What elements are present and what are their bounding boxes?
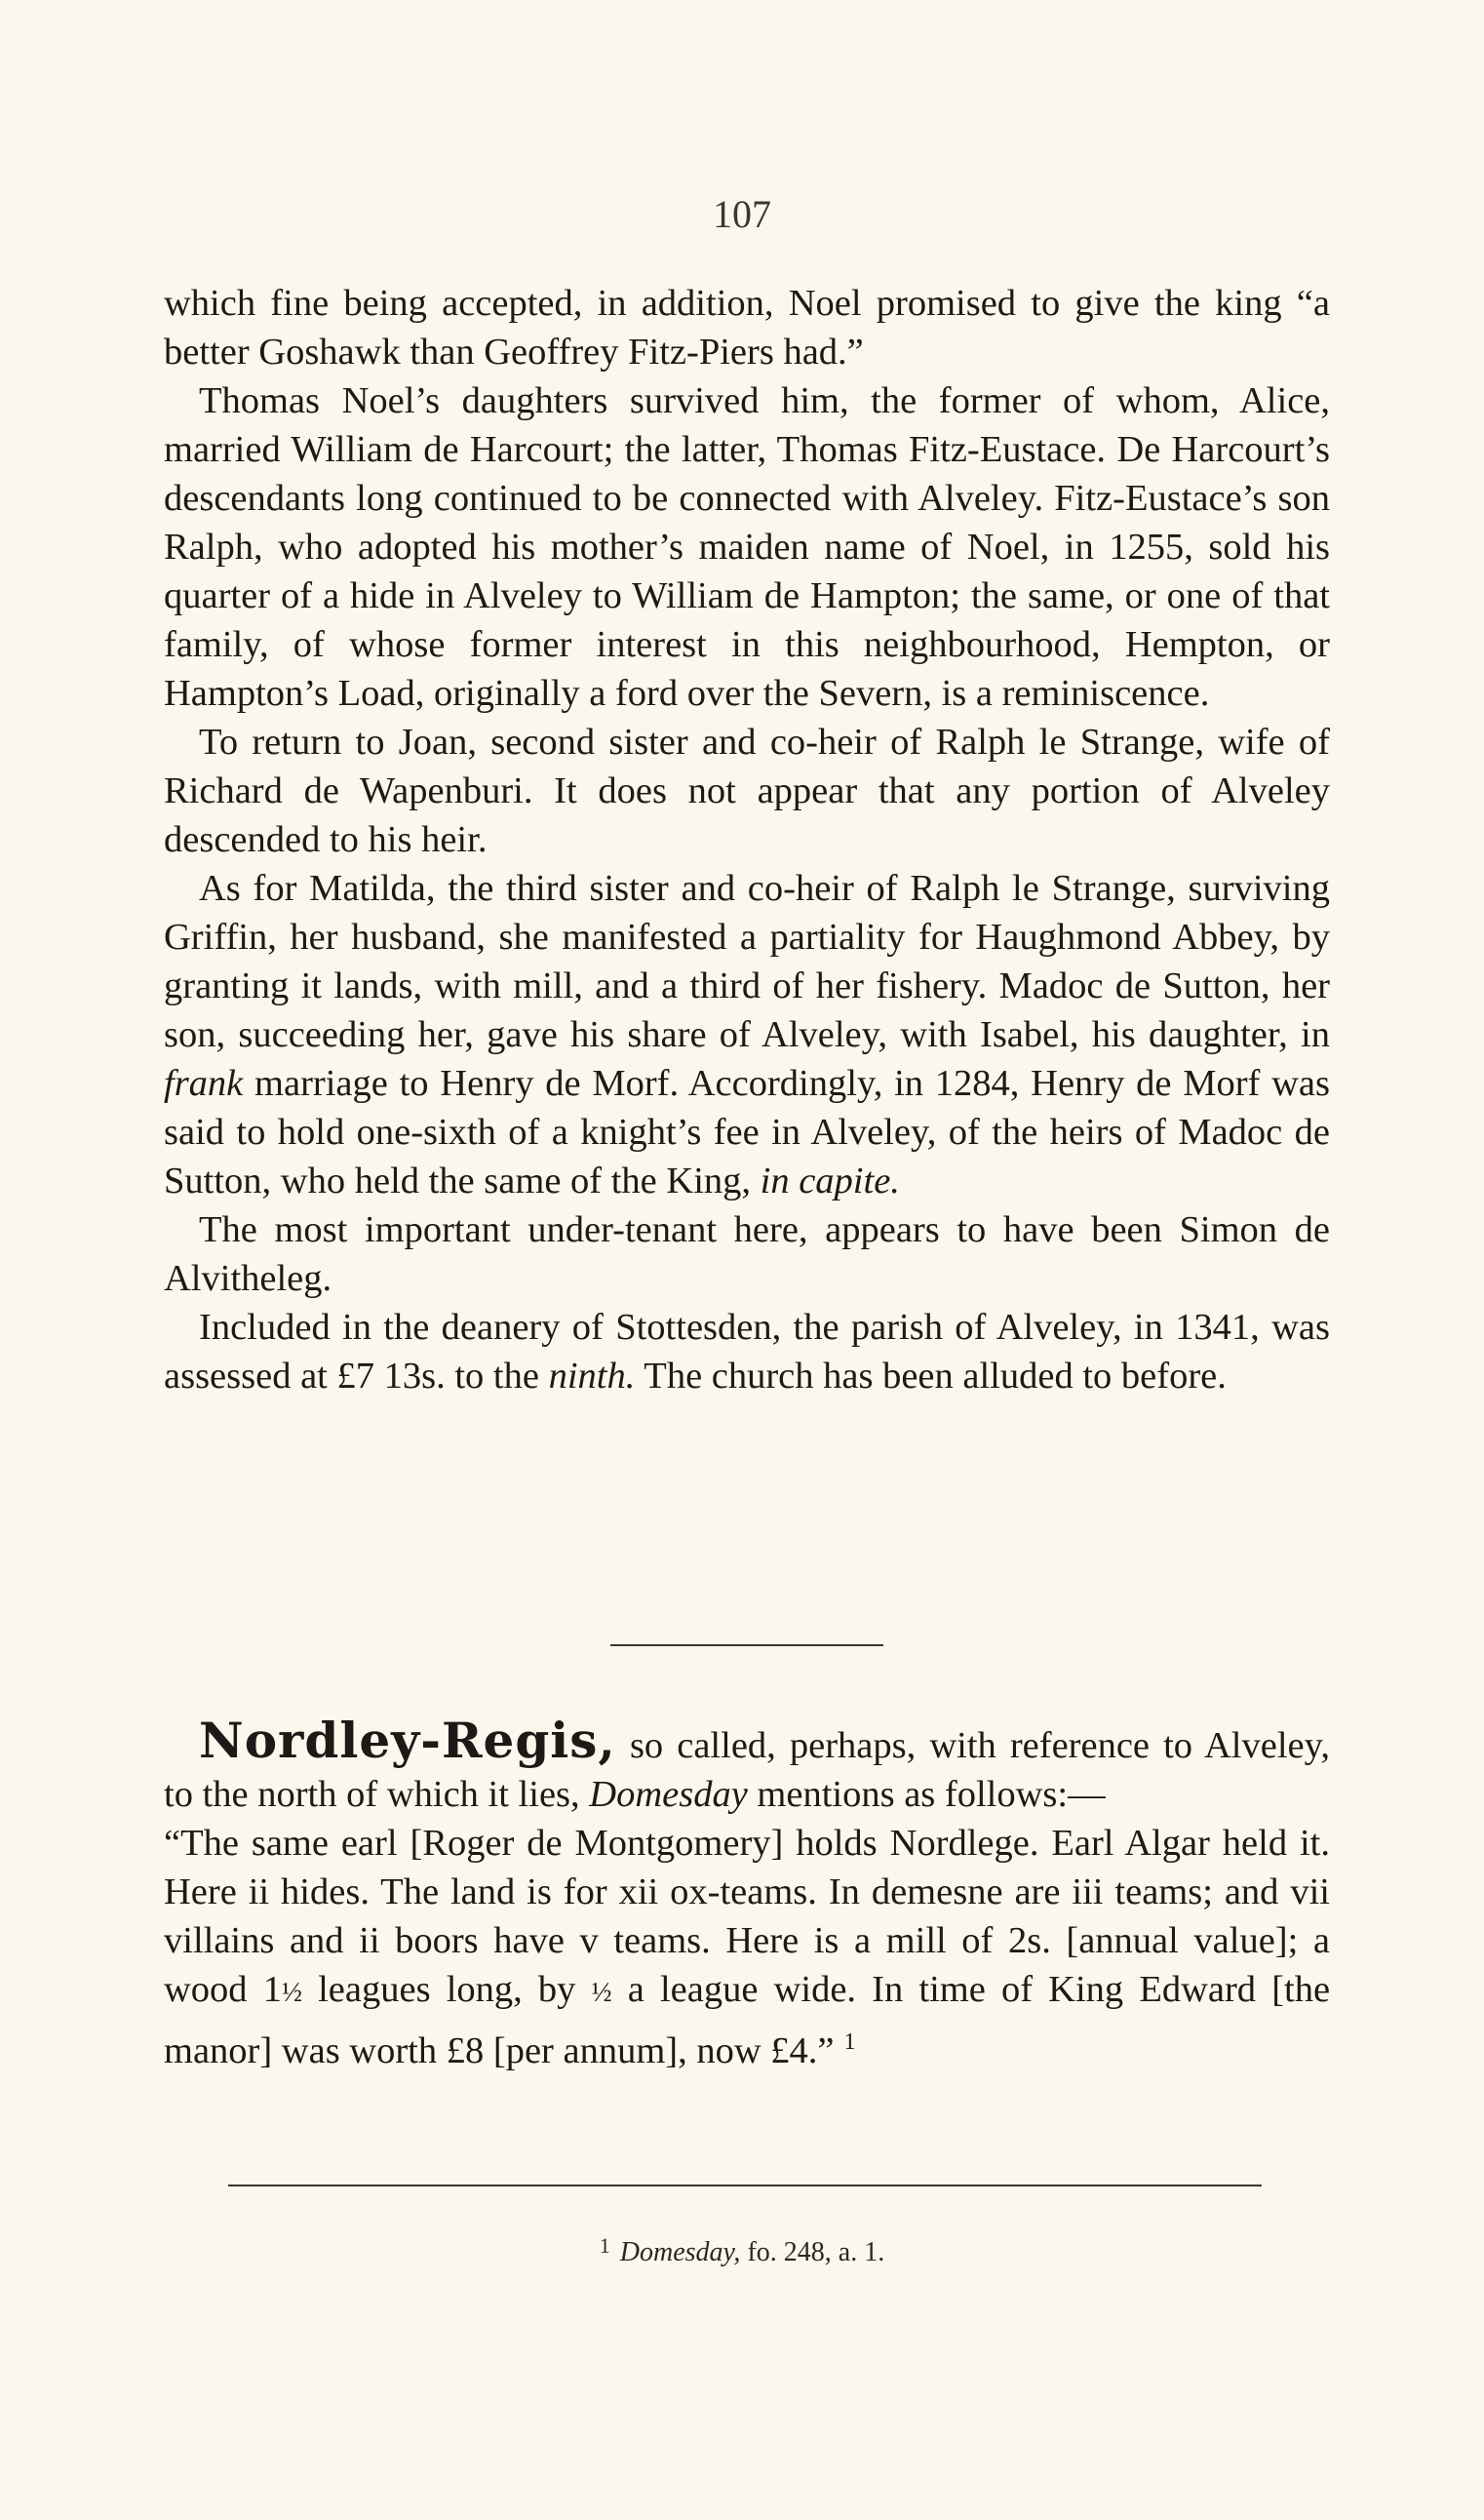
paragraph-deanery <box>164 1303 1330 1400</box>
nordley-intro-text: so called, perhaps, with reference to Alveley, to the north of which it lies, <box>164 1725 1330 1815</box>
paragraph-joan: To return to Joan, second sister and co-heir of Ralph le Strange, wife of Richard de Wapenburi. It does not appear that any portion of Alveley descended to his heir. <box>164 722 1330 860</box>
paragraph-under-tenant: The most important under-tenant here, appears to have been Simon de Alvitheleg. <box>164 1209 1330 1299</box>
nordley-section <box>164 1712 1331 2075</box>
footnote <box>0 2233 1484 2268</box>
paragraph-noel-daughters: Thomas Noel’s daughters survived him, the former of whom, Alice, married William de Harcourt; the latter, Thomas Fitz-Eustace. De Harcourt’s descendants long continued to be connected with Alveley. Fitz-Eustace’s son Ralph, who adopted his mother’s maiden name of Noel, in 1255, sold his quarter of a hide in Alveley to William de Hampton; the same, or one of that family, of whose former interest in this neighbourhood, Hempton, or Hampton’s Load, originally a ford over the Severn, is a reminiscence. <box>164 380 1330 714</box>
footnote-mark: 1 <box>599 2233 610 2258</box>
paragraph-matilda <box>164 864 1330 1205</box>
paragraph-domesday-quote <box>164 1819 1330 2075</box>
quote-text-3: a league wide. In time of King Edward [the manor] was worth £8 [per annum], now £4.” <box>164 1969 1331 2071</box>
paragraph-nordley-intro <box>164 1712 1330 1819</box>
frank-italic: frank <box>164 1063 244 1104</box>
footnote-source: Domesday, <box>619 2237 741 2267</box>
fraction-half-a: ½ <box>281 1978 302 2008</box>
ninth-italic: ninth. <box>548 1356 636 1397</box>
footnote-divider <box>228 2185 1262 2186</box>
main-text-block <box>164 279 1330 1400</box>
section-heading-nordley-regis: Nordley-Regis, <box>199 1712 616 1769</box>
matilda-text-2: marriage to Henry de Morf. Accordingly, in 1284, Henry de Morf was said to hold one-sixth of a knight’s fee in Alveley, of the heirs of Madoc de Sutton, who held the same of the King, <box>164 1063 1330 1201</box>
deanery-text-2: The church has been alluded to before. <box>644 1356 1227 1397</box>
footnote-reference-mark: 1 <box>843 2029 856 2055</box>
fraction-half-b: ½ <box>591 1978 612 2008</box>
quote-text-1: “The same earl [Roger de Montgomery] holds Nordlege. Earl Algar held it. Here ii hides. The land is for xii ox-teams. In demesne are iii teams; and vii villains and ii boors have v teams. Here is a mill of 2s. [annual value]; a wood 1 <box>164 1823 1330 2010</box>
paragraph-continuation: which fine being accepted, in addition, Noel promised to give the king “a better Goshawk than Geoffrey Fitz-Piers had.” <box>164 283 1330 373</box>
nordley-intro-tail: mentions as follows:— <box>757 1774 1106 1815</box>
deanery-text-1: Included in the deanery of Stottesden, the parish of Alveley, in 1341, was assessed at £7 13s. to the <box>164 1307 1330 1397</box>
quote-text-2: leagues long, by <box>318 1969 576 2010</box>
matilda-text-1: As for Matilda, the third sister and co-heir of Ralph le Strange, surviving Griffin, her husband, she manifested a partiality for Haughmond Abbey, by granting it lands, with mill, and a third of her fishery. Madoc de Sutton, her son, succeeding her, gave his share of Alveley, with Isabel, his daughter, in <box>164 868 1330 1055</box>
footnote-detail: fo. 248, a. 1. <box>747 2237 885 2267</box>
domesday-italic: Domesday <box>589 1774 748 1815</box>
in-capite-italic: in capite. <box>760 1161 900 1201</box>
page-number: 107 <box>713 192 771 236</box>
section-divider <box>610 1644 883 1646</box>
